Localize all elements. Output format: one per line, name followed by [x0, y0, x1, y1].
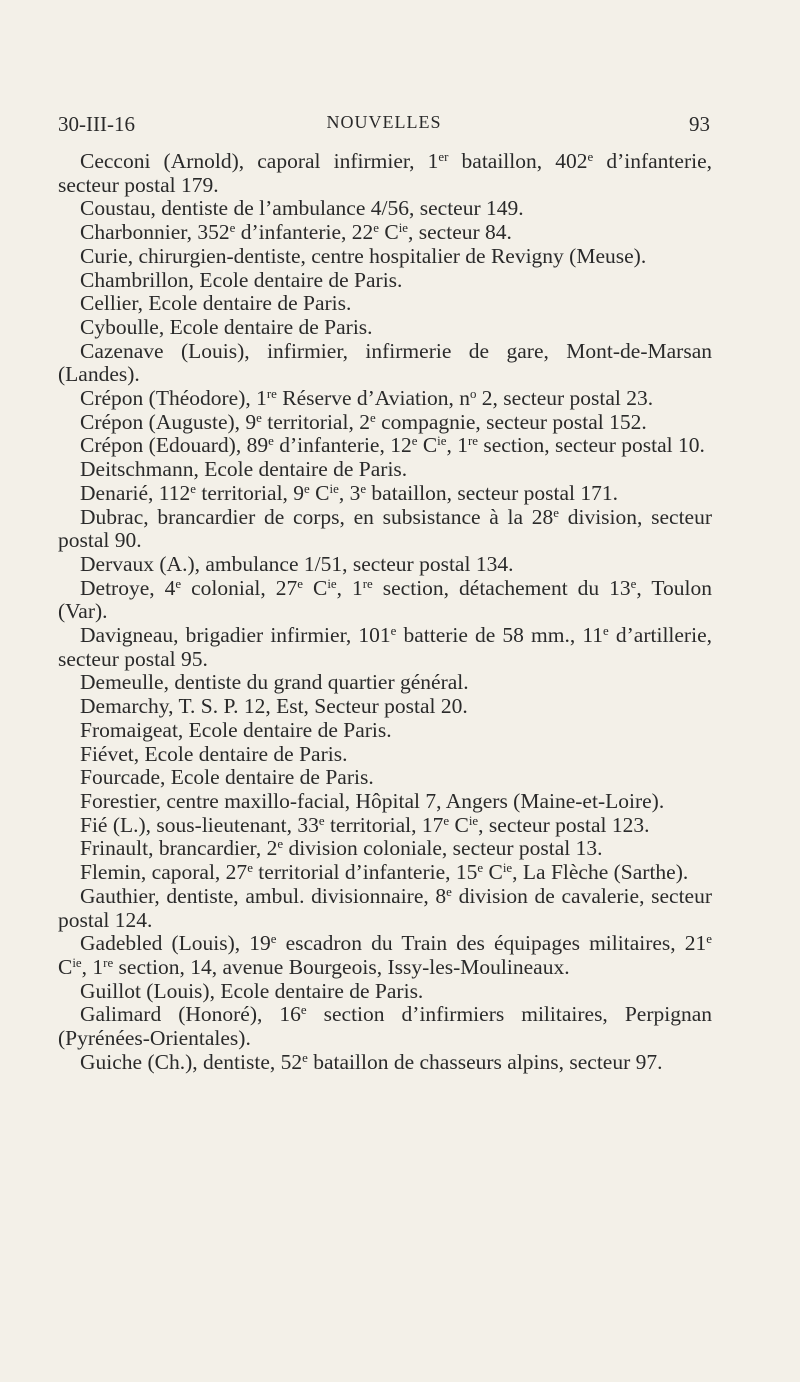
superscript: ie [502, 861, 513, 875]
superscript: re [266, 386, 277, 401]
entry: Crépon (Edouard), 89e d’infanterie, 12e $C^{ie}$, 1re section, secteur postal 10. [80, 433, 705, 458]
superscript: e [373, 221, 379, 236]
superscript: e [411, 434, 418, 449]
entry: Curie, chirurgien-dentiste, centre hospitalier de Revigny (Meuse). [80, 243, 647, 268]
superscript: ie [329, 481, 339, 496]
entry: Cellier, Ecole dentaire de Paris. [80, 291, 352, 316]
page-number: 93 [689, 112, 710, 136]
entry: Cyboulle, Ecole dentaire de Paris. [80, 314, 373, 339]
superscript: e [256, 410, 262, 425]
superscript: e [390, 623, 397, 638]
superscript: e [630, 576, 637, 591]
superscript: e [247, 861, 253, 875]
entry: Cazenave (Louis), infirmier, infirmerie de gare, Mont-de-Marsan (Landes). [58, 338, 712, 387]
entry: Deitschmann, Ecole dentaire de Paris. [80, 457, 408, 482]
page-header [58, 112, 710, 142]
superscript: e [229, 221, 236, 236]
superscript: e [268, 434, 274, 449]
entry: Forestier, centre maxillo-facial, Hôpital 7, Angers (Maine-et-Loire). [80, 788, 665, 813]
entry: Fiévet, Ecole dentaire de Paris. [80, 741, 348, 766]
superscript: e [277, 837, 284, 852]
superscript: e [443, 813, 450, 828]
superscript: e [360, 481, 367, 496]
entry: Demarchy, T. S. P. 12, Est, Secteur postal 20. [80, 694, 468, 719]
superscript: e [304, 481, 310, 496]
superscript: e [297, 576, 303, 591]
superscript: e [190, 481, 196, 496]
entry: Denarié, 112e territorial, 9e $C^{ie}$, 3e bataillon, secteur postal 171. [80, 480, 619, 505]
header-section-title: NOUVELLES [326, 112, 442, 132]
entry: Guillot (Louis), Ecole dentaire de Paris. [80, 978, 424, 1003]
superscript: e [369, 410, 376, 425]
entry: Guiche (Ch.), dentiste, 52e bataillon de chasseurs alpins, secteur 97. [80, 1049, 663, 1074]
superscript: e [270, 932, 277, 947]
superscript: ie [398, 221, 409, 236]
superscript: re [103, 955, 114, 970]
superscript: ie [72, 955, 82, 970]
entry: Gadebled (Louis), 19e escadron du Train des équipages militaires, 21e $C^{ie}$, 1re section, 14, avenue Bourgeois, Issy-les-Moulineaux. [58, 931, 713, 979]
superscript: e [300, 1003, 307, 1018]
entry: Detroye, 4e colonial, 27e $C^{ie}$, 1re section, détachement du 13e, Toulon (Var). [58, 575, 712, 624]
entry: Gauthier, dentiste, ambul. divisionnaire, 8e division de cavalerie, secteur postal 124. [58, 883, 712, 932]
entry: Frinault, brancardier, 2e division coloniale, secteur postal 13. [80, 836, 603, 861]
entry: Chambrillon, Ecole dentaire de Paris. [80, 267, 403, 292]
entry: Galimard (Honoré), 16e section d’infirmiers militaires, Perpignan (Pyrénées-Orientales). [58, 1002, 712, 1051]
entry: Fié (L.), sous-lieutenant, 33e territorial, 17e $C^{ie}$, secteur postal 123. [80, 812, 650, 837]
superscript: e [603, 623, 609, 638]
superscript: re [362, 576, 373, 591]
entry: Fromaigeat, Ecole dentaire de Paris. [80, 717, 392, 742]
superscript: e [587, 149, 594, 164]
entries-list [58, 150, 712, 1074]
entry: Dubrac, brancardier de corps, en subsistance à la 28e division, secteur postal 90. [58, 504, 712, 553]
superscript: er [438, 149, 449, 164]
superscript: e [318, 813, 325, 828]
entry: Flemin, caporal, 27e territorial d’infanterie, 15e $C^{ie}$, La Flèche (Sarthe). [80, 860, 689, 885]
superscript: e [175, 576, 182, 591]
entry: Fourcade, Ecole dentaire de Paris. [80, 765, 374, 790]
entry: Cecconi (Arnold), caporal infirmier, 1er bataillon, 402e d’infanterie, secteur postal 179. [58, 149, 712, 197]
superscript: o [469, 386, 477, 401]
entry: Coustau, dentiste de l’ambulance 4/56, secteur 149. [80, 196, 524, 221]
superscript: e [477, 861, 484, 875]
superscript: e [302, 1050, 308, 1065]
superscript: ie [437, 434, 447, 449]
superscript: ie [327, 576, 337, 591]
entry: Crépon (Théodore), 1re Réserve d’Aviation, $n^o$ 2, secteur postal 23. [80, 386, 654, 411]
entry: Dervaux (A.), ambulance 1/51, secteur postal 134. [80, 551, 514, 576]
entry: Crépon (Auguste), 9e territorial, 2e compagnie, secteur postal 152. [80, 409, 647, 434]
header-date: 30-III-16 [58, 112, 135, 136]
superscript: e [446, 884, 452, 899]
superscript: ie [468, 813, 479, 828]
entry: Demeulle, dentiste du grand quartier général. [80, 670, 469, 695]
superscript: e [553, 505, 560, 520]
superscript: re [467, 434, 478, 449]
entry: Charbonnier, 352e d’infanterie, 22e $C^{ie}$, secteur 84. [80, 220, 512, 245]
entry: Davigneau, brigadier infirmier, 101e batterie de 58 mm., 11e d’artillerie, secteur postal 95. [58, 623, 712, 671]
superscript: e [706, 932, 713, 947]
